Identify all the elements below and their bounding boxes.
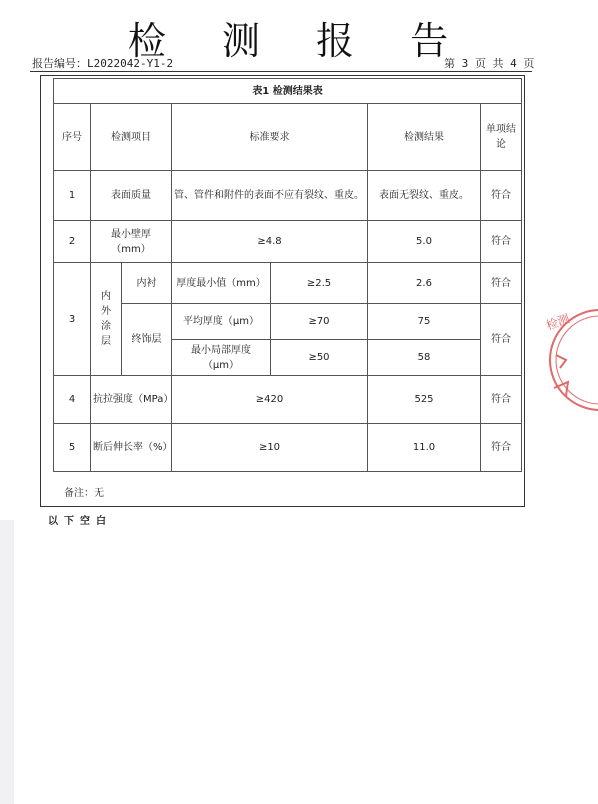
row-result: 75 bbox=[368, 304, 481, 340]
row-verdict: 符合 bbox=[481, 263, 522, 304]
table-row bbox=[54, 263, 522, 304]
row-verdict: 符合 bbox=[481, 171, 522, 221]
row-param: 平均厚度（μm） bbox=[172, 304, 271, 340]
row-result: 58 bbox=[368, 340, 481, 376]
blank-marker: 以下空白 bbox=[48, 516, 112, 527]
table-row bbox=[54, 221, 522, 263]
row-requirement: ≥4.8 bbox=[172, 221, 368, 263]
col-header-verdict: 单项结论 bbox=[481, 104, 522, 171]
row-item: 最小壁厚 （mm） bbox=[91, 221, 172, 263]
row-result: 525 bbox=[368, 376, 481, 424]
row-result: 表面无裂纹、重皮。 bbox=[368, 171, 481, 221]
table-caption: 表1 检测结果表 bbox=[54, 79, 522, 104]
row-requirement: ≥10 bbox=[172, 424, 368, 472]
table-row bbox=[54, 304, 522, 340]
col-header-requirement: 标准要求 bbox=[172, 104, 368, 171]
header-rule bbox=[30, 71, 532, 72]
row-no: 1 bbox=[54, 171, 91, 221]
page-info: 第 3 页 共 4 页 bbox=[444, 57, 535, 70]
row-param: 最小局部厚度 （μm） bbox=[172, 340, 271, 376]
row-result: 11.0 bbox=[368, 424, 481, 472]
row-result: 5.0 bbox=[368, 221, 481, 263]
row-verdict: 符合 bbox=[481, 221, 522, 263]
row-verdict: 符合 bbox=[481, 424, 522, 472]
row-no: 5 bbox=[54, 424, 91, 472]
row-verdict: 符合 bbox=[481, 376, 522, 424]
row-requirement: ≥2.5 bbox=[271, 263, 368, 304]
remark: 备注：无 bbox=[64, 488, 104, 499]
report-title: 检 测 报 告 bbox=[127, 19, 471, 63]
row-no: 2 bbox=[54, 221, 91, 263]
col-header-no: 序号 bbox=[54, 104, 91, 171]
report-number: 报告编号：L2022042-Y1-2 bbox=[32, 57, 174, 70]
row-param: 厚度最小值（mm） bbox=[172, 263, 271, 304]
row-requirement: ≥70 bbox=[271, 304, 368, 340]
row-requirement: 管、管件和附件的表面不应有裂纹、重皮。 bbox=[172, 171, 368, 221]
col-header-item: 检测项目 bbox=[91, 104, 172, 171]
stamp-text: 检测 bbox=[544, 311, 572, 333]
table-row bbox=[54, 424, 522, 472]
row-requirement: ≥50 bbox=[271, 340, 368, 376]
row-item: 断后伸长率（%） bbox=[91, 424, 172, 472]
row-verdict: 符合 bbox=[481, 304, 522, 376]
row-result: 2.6 bbox=[368, 263, 481, 304]
row-item: 抗拉强度（MPa） bbox=[91, 376, 172, 424]
sub-item-outer: 终饰层 bbox=[122, 304, 172, 376]
seal-stamp-icon bbox=[538, 300, 598, 420]
row-item: 表面质量 bbox=[91, 171, 172, 221]
row-no: 3 bbox=[54, 263, 91, 376]
row-group: 内外涂层 bbox=[91, 263, 122, 376]
col-header-result: 检测结果 bbox=[368, 104, 481, 171]
page-edge-shadow bbox=[0, 520, 14, 804]
sub-item-inner: 内衬 bbox=[122, 263, 172, 304]
row-no: 4 bbox=[54, 376, 91, 424]
table-row bbox=[54, 376, 522, 424]
row-requirement: ≥420 bbox=[172, 376, 368, 424]
table-row bbox=[54, 171, 522, 221]
results-table bbox=[53, 78, 522, 472]
caption-row bbox=[54, 79, 522, 104]
header-row bbox=[54, 104, 522, 171]
